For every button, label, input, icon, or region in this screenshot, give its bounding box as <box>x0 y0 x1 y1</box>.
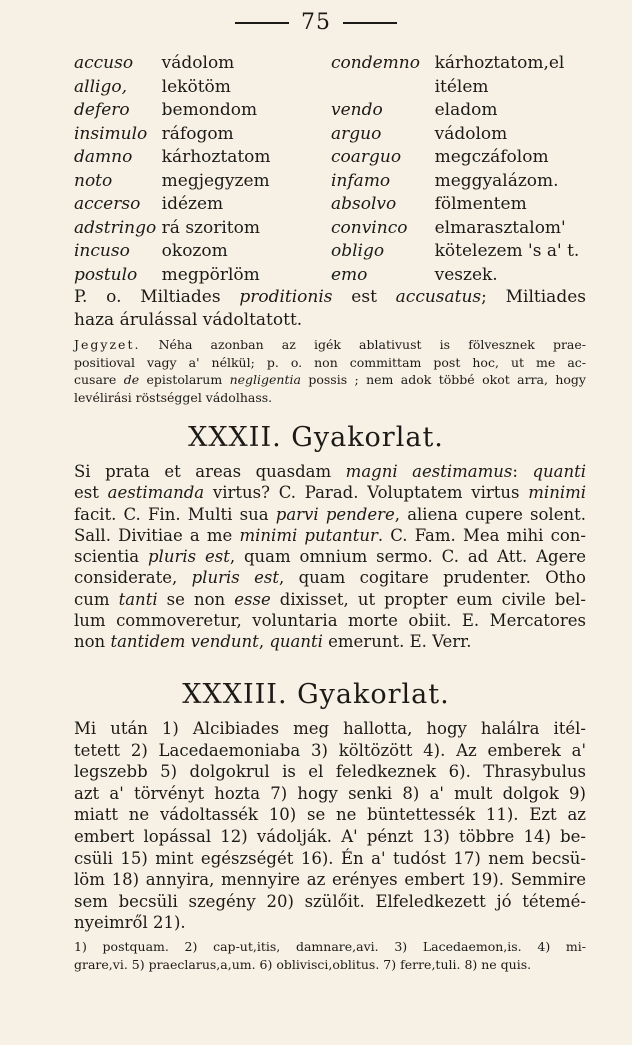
vocab-latin: condemno <box>331 53 420 73</box>
page-number: 75 <box>301 10 331 35</box>
hungarian-line: csüli 15) mint egészségét 16). Én a' tudóst 17) nem becsü- <box>74 848 586 868</box>
vocab-hungarian: itélem <box>434 76 489 97</box>
vocab-row <box>74 170 594 194</box>
vocab-hungarian: ráfogom <box>161 123 234 144</box>
note-line-4: levélirási röstséggel vádolhass. <box>74 389 273 405</box>
vocab-latin: emo <box>331 264 368 285</box>
latin-line: Sall. Divitiae a me minimi putantur. C. Fam. Mea mihi con- <box>74 525 586 545</box>
hungarian-line: legszebb 5) dolgokrul is el feledkeznek 6). Thrasybulus <box>74 762 586 782</box>
latin-line: non tantidem vendunt, quanti emerunt. E. Verr. <box>74 632 472 652</box>
vocab-row <box>74 264 594 288</box>
vocab-row <box>74 146 594 170</box>
footnote-line-2: grare,vi. 5) praeclarus,a,um. 6) oblivisci,oblitus. 7) ferre,tuli. 8) ne quis. <box>74 957 532 972</box>
vocab-hungarian: megjegyzem <box>161 170 270 191</box>
latin-line: facit. C. Fin. Multi sua parvi pendere, aliena cupere solent. <box>74 504 586 524</box>
vocab-latin: adstringo <box>74 217 157 238</box>
vocab-latin: accerso <box>74 194 141 214</box>
vocab-row <box>74 217 594 241</box>
vocab-hungarian: megpörlöm <box>161 264 260 285</box>
example-line-1: P. o. Miltiades proditionis est accusatus; Miltiades <box>74 287 586 307</box>
vocab-latin: noto <box>74 170 113 191</box>
vocab-latin: convinco <box>331 217 408 238</box>
vocab-latin: defero <box>74 100 130 120</box>
header-rule-right <box>343 22 397 24</box>
vocab-row <box>74 76 594 100</box>
header-rule-left <box>235 22 289 24</box>
latin-exercise <box>74 461 586 653</box>
vocab-hungarian: lekötöm <box>161 76 231 97</box>
hungarian-line: miatt ne vádoltassék 10) se ne büntettessék 11). Ezt az <box>74 805 586 825</box>
vocab-latin: incuso <box>74 241 130 261</box>
vocab-latin: damno <box>74 147 133 167</box>
vocabulary-table <box>74 52 594 287</box>
vocab-hungarian: rá szoritom <box>161 217 260 238</box>
hungarian-line: sem becsüli szegény 20) szülőit. Elfeledkezett jó tétemé- <box>74 891 586 911</box>
vocab-row <box>74 240 594 264</box>
vocab-hungarian: okozom <box>161 241 228 261</box>
vocab-latin: infamo <box>331 170 391 191</box>
vocab-latin: alligo, <box>74 76 127 97</box>
grammar-note <box>74 336 586 406</box>
vocab-hungarian: megczáfolom <box>434 147 549 167</box>
vocab-hungarian: kárhoztatom,el <box>434 53 565 73</box>
hungarian-line: Mi után 1) Alcibiades meg hallotta, hogy halálra itél- <box>74 719 586 738</box>
vocab-hungarian: bemondom <box>161 100 258 120</box>
vocab-row <box>74 123 594 147</box>
vocab-hungarian: kárhoztatom <box>161 147 271 167</box>
vocab-hungarian: kötelezem 's a' t. <box>434 241 580 261</box>
section-title-xxxii: XXXII. Gyakorlat. <box>188 422 444 453</box>
latin-line: Si prata et areas quasdam magni aestimamus: quanti <box>74 462 586 481</box>
vocab-latin: postulo <box>74 264 138 285</box>
vocab-latin: obligo <box>331 241 385 261</box>
hungarian-exercise <box>74 718 586 934</box>
vocab-hungarian: fölmentem <box>434 194 527 214</box>
vocab-hungarian: meggyalázom. <box>434 170 559 191</box>
vocab-latin: coarguo <box>331 147 402 167</box>
note-line-1: Jegyzet. Néha azonban az igék ablativust is fölvesznek prae- <box>74 337 586 352</box>
hungarian-line: nyeimről 21). <box>74 913 186 933</box>
vocab-hungarian: eladom <box>434 100 498 120</box>
vocab-hungarian: vádolom <box>434 123 508 144</box>
hungarian-line: tetett 2) Lacedaemoniaba 3) költözött 4). Az emberek a' <box>74 740 586 760</box>
vocab-latin: arguo <box>331 123 382 144</box>
vocab-hungarian: veszek. <box>434 264 498 285</box>
vocab-row <box>74 52 594 76</box>
latin-line: est aestimanda virtus? C. Parad. Voluptatem virtus minimi <box>74 483 587 503</box>
note-line-3: cusare de epistolarum negligentia possis ; nem adok többé okot arra, hogy <box>74 372 586 387</box>
hungarian-line: embert lopással 12) vádolják. A' pénzt 13) többre 14) be- <box>74 826 586 846</box>
hungarian-line: azt a' törvényt hozta 7) hogy senki 8) a' mult dolgok 9) <box>74 783 586 803</box>
vocab-row <box>74 99 594 123</box>
latin-line: considerate, pluris est, quam cogitare prudenter. Otho <box>74 568 586 588</box>
footnotes <box>74 938 586 974</box>
vocab-latin <box>331 76 435 100</box>
latin-line: cum tanti se non esse dixisset, ut propter eum civile bel- <box>74 589 587 609</box>
note-line-2: positioval vagy a' nélkül; p. o. non committam post hoc, ut me ac- <box>74 354 586 370</box>
vocab-latin: absolvo <box>331 194 397 214</box>
example-line-2: haza árulással vádoltatott. <box>74 310 303 330</box>
hungarian-line: löm 18) annyira, mennyire az erényes embert 19). Semmire <box>74 870 586 890</box>
vocab-latin: insimulo <box>74 123 148 144</box>
latin-line: lum commoveretur, voluntaria morte obiit. E. Mercatores <box>74 611 586 631</box>
vocab-hungarian: idézem <box>161 194 224 214</box>
example-sentence <box>74 286 586 332</box>
page-header <box>0 10 632 35</box>
vocab-latin: accuso <box>74 53 134 73</box>
section-title-xxxiii: XXXIII. Gyakorlat. <box>182 679 450 710</box>
latin-line: scientia pluris est, quam omnium sermo. C. ad Att. Agere <box>74 547 586 567</box>
vocab-hungarian: vádolom <box>161 53 235 73</box>
vocab-hungarian: elmarasztalom' <box>434 217 566 238</box>
vocab-row <box>74 193 594 217</box>
footnote-line-1: 1) postquam. 2) cap-ut,itis, damnare,avi. 3) Lacedaemon,is. 4) mi- <box>74 939 586 954</box>
vocab-latin: vendo <box>331 100 383 120</box>
